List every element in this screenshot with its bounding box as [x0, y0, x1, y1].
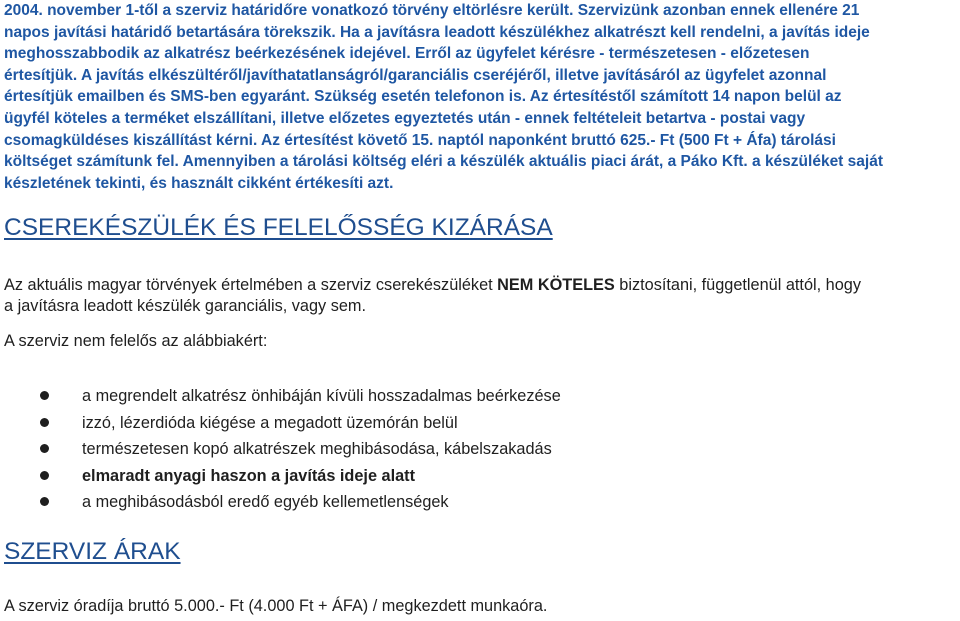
bullet-icon — [40, 444, 49, 453]
paragraph-line: a javításra leadott készülék garanciális, vagy sem. — [4, 296, 366, 315]
intro-line: meghosszabbodik az alkatrész beérkezésének idejével. Erről az ügyfelet kérésre - természetesen - előzetesen — [4, 45, 810, 63]
emphasis-not-obliged: NEM KÖTELES — [497, 276, 615, 294]
list-item-text: a megrendelt alkatrész önhibáján kívüli hosszadalmas beérkezése — [82, 387, 561, 405]
liability-exclusion-list — [0, 385, 561, 518]
bullet-icon — [40, 391, 49, 400]
list-item — [0, 385, 561, 412]
service-price-text — [4, 596, 959, 617]
liability-intro-text — [4, 331, 959, 352]
list-item — [0, 491, 561, 518]
list-item-text: természetesen kopó alkatrészek meghibásodása, kábelszakadás — [82, 440, 552, 458]
intro-line: ügyfél köteles a terméket elszállítani, illetve előzetes egyeztetés után - ennek feltételeit betartva - postai vagy — [4, 109, 806, 127]
paragraph-line: A szerviz óradíja bruttó 5.000.- Ft (4.000 Ft + ÁFA) / megkezdett munkaóra. — [4, 597, 548, 615]
intro-line: napos javítási határidő betartására törekszik. Ha a javításra leadott készülékhez alkatrészt kell rendelni, a javítás ideje — [4, 23, 870, 41]
intro-line: 2004. november 1-től a szerviz határidőre vonatkozó törvény eltörlésre került. Szervizünk azonban ennek ellenére 21 — [4, 2, 860, 19]
paragraph-text: biztosítani, függetlenül attól, hogy — [614, 276, 861, 294]
list-item — [0, 412, 561, 439]
paragraph-text: Az aktuális magyar törvények értelmében a szerviz cserekészüléket — [4, 276, 498, 294]
bullet-icon — [40, 497, 49, 506]
list-item-text: izzó, lézerdióda kiégése a megadott üzemórán belül — [82, 413, 458, 432]
replacement-device-paragraph — [4, 275, 959, 316]
list-item-text: a meghibásodásból eredő egyéb kellemetlenségek — [82, 493, 449, 511]
paragraph-line — [4, 275, 959, 296]
intro-line: csomagküldéses kiszállítást kérni. Az értesítést követő 15. naptól naponként bruttó 625.- Ft (500 Ft + Áfa) tárolási — [4, 131, 836, 149]
intro-line: készletének tekinti, és használt cikként értékesíti azt. — [4, 174, 394, 192]
list-item — [0, 438, 561, 465]
list-item-text: elmaradt anyagi haszon a javítás ideje alatt — [82, 466, 415, 485]
bullet-icon — [40, 471, 49, 480]
intro-paragraph — [4, 0, 960, 194]
paragraph-line: A szerviz nem felelős az alábbiakért: — [4, 332, 268, 350]
bullet-icon — [40, 418, 49, 427]
section-heading-service-prices: SZERVIZ ÁRAK — [4, 538, 181, 565]
list-item — [0, 465, 561, 492]
intro-line: értesítjük. A javítás elkészültéről/javíthatatlanságról/garanciális cseréjéről, illetve javításáról az ügyfelet azonnal — [4, 66, 827, 84]
intro-line: költséget számítunk fel. Amennyiben a tárolási költség eléri a készülék aktuális piaci árát, a Páko Kft. a készüléket saját — [4, 153, 883, 171]
intro-line: értesítjük emailben és SMS-ben egyaránt. Szükség esetén telefonon is. Az értesítéstől számított 14 napon belül az — [4, 88, 842, 106]
section-heading-replacement-liability: CSEREKÉSZÜLÉK ÉS FELELŐSSÉG KIZÁRÁSA — [4, 214, 553, 241]
